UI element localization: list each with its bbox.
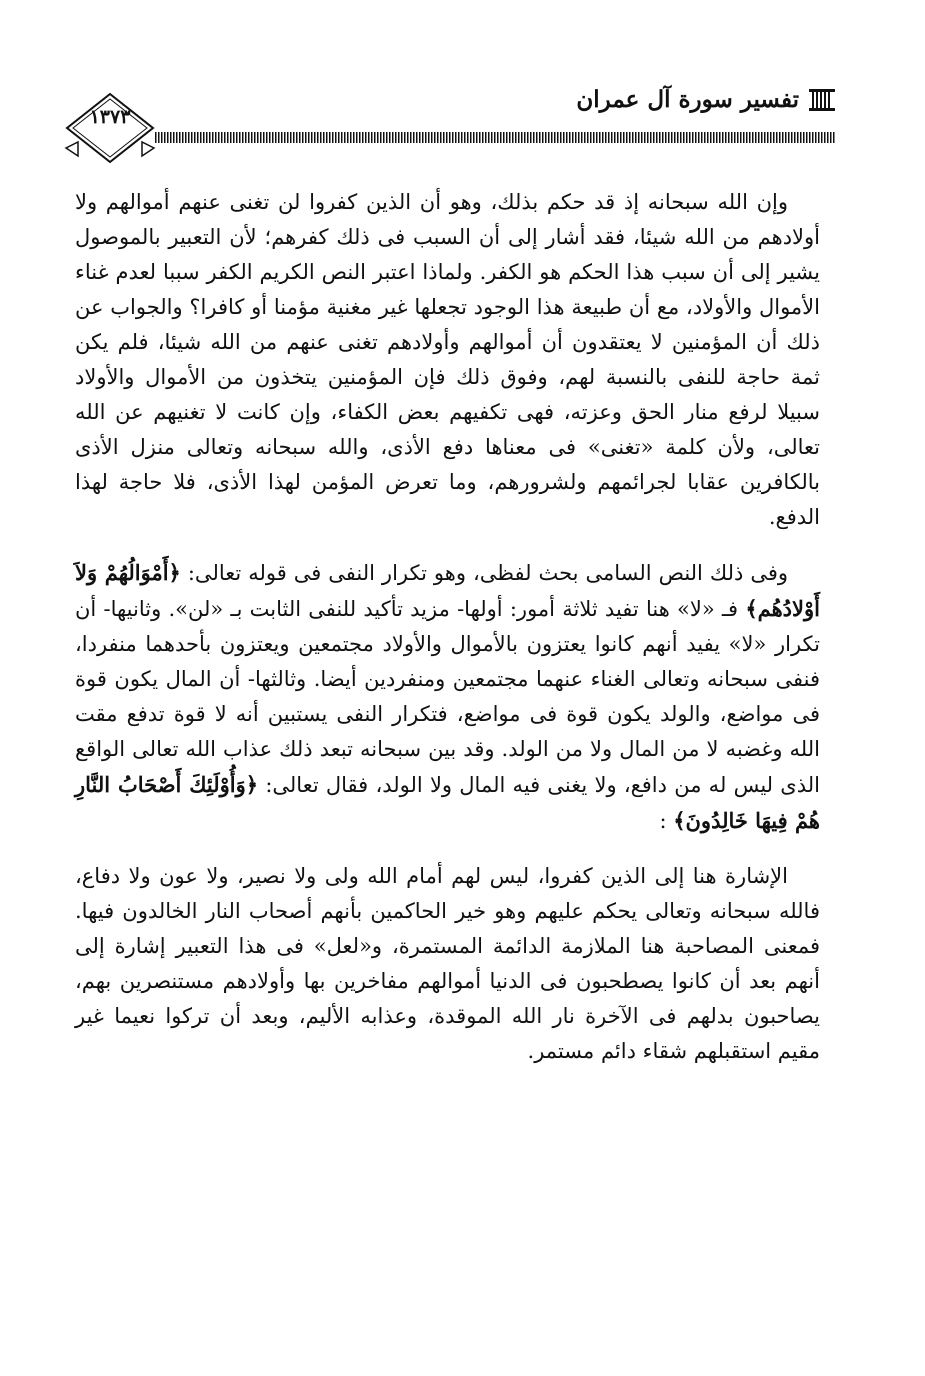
quran-quote-2: ﴿وَأُوْلَئِكَ أَصْحَابُ النَّارِ هُمْ فِيهَا خَالِدُونَ﴾	[75, 772, 820, 833]
page-number-badge	[60, 90, 160, 170]
paragraph-2	[75, 555, 820, 839]
page-number: ١٣٧٣	[89, 106, 131, 128]
paragraph-1: وإن الله سبحانه إذ قد حكم بذلك، وهو أن الذين كفروا لن تغنى عنهم أموالهم ولا أولادهم من الله شيئا، فقد أشار إلى أن السبب فى ذلك كفرهم؛ لأن التعبير بالموصول يشير إلى أن سبب هذا الحكم هو الكفر. ولماذا اعتبر النص الكريم الكفر سببا لعدم غناء الأموال والأولاد، مع أن طبيعة هذا الوجود تجعلها غير مغنية مؤمنا أو كافرا؟ والجواب عن ذلك أن المؤمنين لا يعتقدون أن أموالهم وأولادهم تغنى عنهم من الله شيئا، فلم يكن ثمة حاجة للنفى بالنسبة لهم، وفوق ذلك فإن المؤمنين يتخذون من الأموال والأولاد سبيلا لرفع منار الحق وعزته، فهى تكفيهم بعض الكفاء، وإن كانت لا تغنيهم عن الله تعالى، ولأن كلمة «تغنى» فى معناها دفع الأذى، والله سبحانه وتعالى منزل الأذى بالكافرين عقابا لجرائمهم ولشرورهم، وما تعرض المؤمن لهذا الأذى، فلا حاجة لهذا الدفع.	[75, 190, 820, 529]
body-text	[75, 185, 820, 1089]
paragraph-2-part-c: :	[659, 809, 667, 833]
running-title-text: تفسير سورة آل عمران	[576, 86, 799, 113]
quran-quote-1: ﴿أَمْوَالُهُمْ وَلاَ أَوْلادُهُم﴾	[75, 560, 820, 621]
header-rule	[155, 132, 835, 143]
paragraph-2-part-a: وفى ذلك النص السامى بحث لفظى، وهو تكرار النفى فى قوله تعالى:	[180, 561, 788, 585]
paragraph-2-part-b: فـ «لا» هنا تفيد ثلاثة أمور: أولها- مزيد تأكيد للنفى الثابت بـ «لن». وثانيها- أن تكرار «لا» يفيد أنهم كانوا يعتزون بالأموال والأولاد مجتمعين ويعتزون بأحدهما منفردا، فنفى سبحانه وتعالى الغناء عنهما مجتمعين ومنفردين أيضا. وثالثها- أن المال يكون قوة فى مواضع، والولد يكون قوة فى مواضع، فتكرار النفى يستبين أنه لا قوة تدفع مقت الله وغضبه لا من المال ولا من الولد. وقد بين سبحانه تبعد ذلك عذاب الله تعالى الواقع الذى ليس له من دافع، ولا يغنى فيه المال ولا الولد، فقال تعالى:	[75, 597, 820, 797]
paragraph-3: الإشارة هنا إلى الذين كفروا، ليس لهم أمام الله ولى ولا نصير، ولا عون ولا دفاع، فالله سبحانه وتعالى يحكم عليهم وهو خير الحاكمين بأنهم أصحاب النار الخالدون فيها. فمعنى المصاحبة هنا الملازمة الدائمة المستمرة، و«لعل» فى هذا التعبير إشارة إلى أنهم بعد أن كانوا يصطحبون فى الدنيا أموالهم مفاخرين بها وأولادهم مستنصرين بهم، يصاحبون بدلهم فى الآخرة نار الله الموقدة، وعذابه الأليم، وبعد أن تركوا نعيما غير مقيم استقبلهم شقاء دائم مستمر.	[75, 864, 820, 1063]
ornament-icon	[809, 89, 835, 111]
page-header	[60, 80, 835, 180]
running-title	[576, 86, 835, 113]
